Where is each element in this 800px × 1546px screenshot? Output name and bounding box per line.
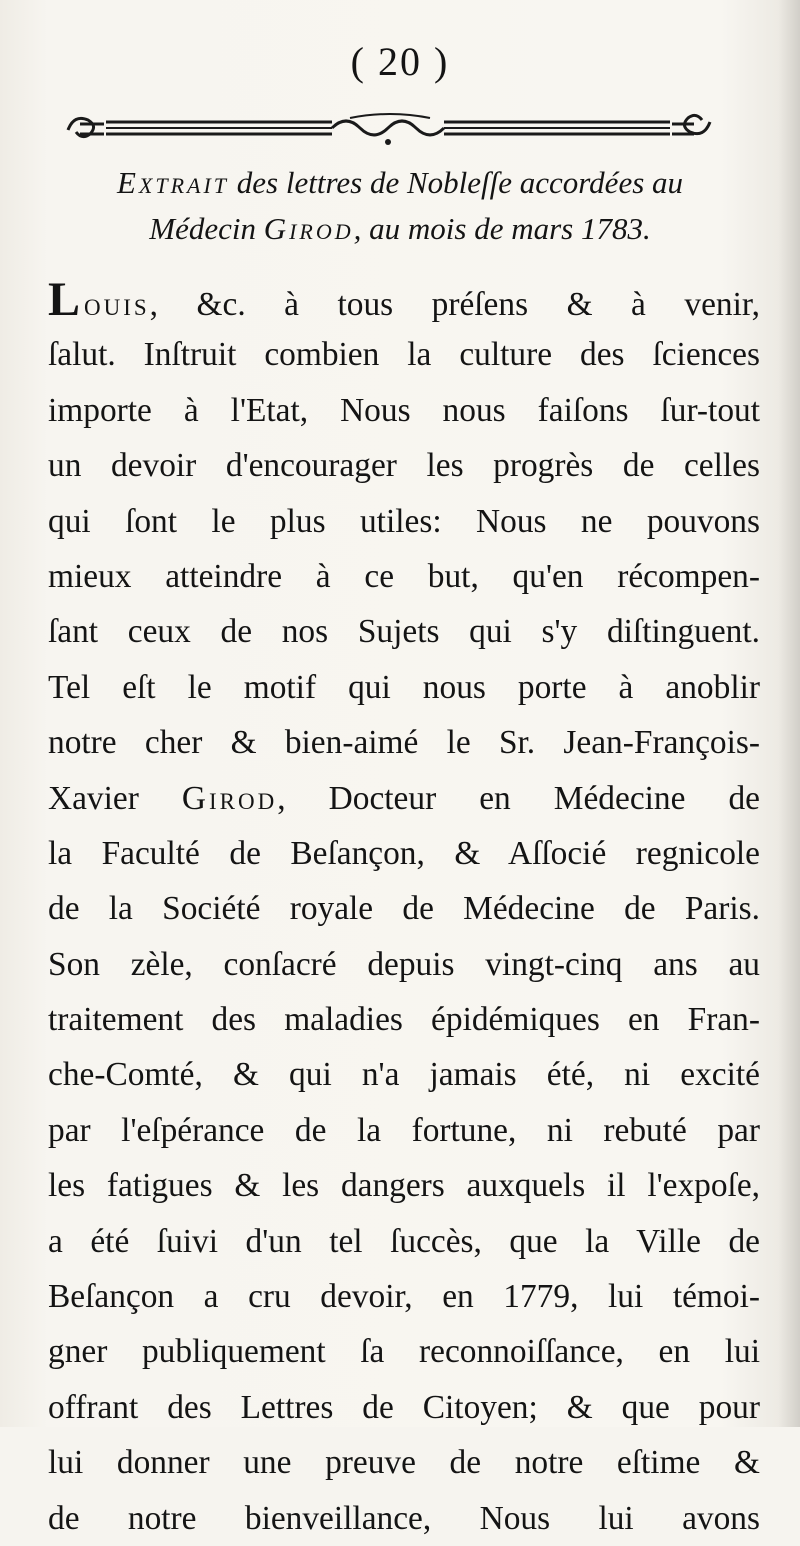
body-line-girod	[48, 771, 760, 826]
body-line: Son zèle, conſacré depuis vingt-cinq ans au	[48, 945, 760, 983]
body-line: par l'eſpérance de la fortune, ni rebuté par	[48, 1111, 760, 1149]
body-line: che-Comté, & qui n'a jamais été, ni excité	[48, 1056, 760, 1094]
body-line: Beſançon a cru devoir, en 1779, lui témoi-	[48, 1278, 760, 1316]
body-line: ſalut. Inſtruit combien la culture des ſciences	[48, 336, 760, 374]
body-line: a été ſuivi d'un tel ſuccès, que la Ville de	[48, 1222, 760, 1260]
body-line: gner publiquement ſa reconnoiſſance, en lui	[48, 1333, 760, 1371]
heading-line-2	[40, 206, 760, 252]
body-line: offrant des Lettres de Citoyen; & que pour	[48, 1388, 760, 1426]
body-line: un devoir d'encourager les progrès de celles	[48, 447, 760, 485]
body-line: traitement des maladies épidémiques en Fran-	[48, 1001, 760, 1039]
body-line: la Faculté de Beſançon, & Aſſocié regnicole	[48, 834, 760, 872]
body-docteur: , Docteur en Médecine de	[277, 779, 760, 817]
body-line: importe à l'Etat, Nous nous faiſons ſur-tout	[48, 391, 760, 429]
body-line: ſant ceux de nos Sujets qui s'y diſtinguent.	[48, 613, 760, 651]
heading-extrait: Extrait	[116, 165, 230, 200]
heading-girod: Girod	[263, 211, 354, 246]
ornamental-rule	[60, 104, 720, 148]
body-line: de la Société royale de Médecine de Paris.	[48, 890, 760, 928]
body-line: lui donner une preuve de notre eſtime &	[48, 1444, 760, 1482]
body-line-1-text: , &c. à tous préſens & à venir,	[149, 286, 760, 323]
heading-line-1	[40, 160, 760, 206]
heading-date: , au mois de mars 1783.	[353, 211, 651, 246]
body-xavier: Xavier	[48, 779, 182, 817]
body-girod: Girod	[181, 779, 278, 817]
body-line: mieux atteindre à ce but, qu'en récompen-	[48, 557, 760, 595]
body-louis: ouis	[84, 286, 150, 323]
body-line: les fatigues & les dangers auxquels il l'expoſe,	[48, 1167, 760, 1205]
body-line: de notre bienveillance, Nous lui avons	[48, 1499, 760, 1537]
body-line: Tel eſt le motif qui nous porte à anoblir	[48, 668, 760, 706]
page-edge-shadow	[778, 0, 800, 1427]
page-number: ( 20 )	[350, 39, 450, 84]
heading-medecin: Médecin	[149, 211, 264, 246]
heading-line-1-text: des lettres de Nobleſſe accordées au	[229, 165, 684, 200]
body-line: qui ſont le plus utiles: Nous ne pouvons	[48, 502, 760, 540]
letter-body	[48, 272, 760, 1546]
body-line: notre cher & bien-aimé le Sr. Jean-François-	[48, 724, 760, 762]
drop-cap: L	[48, 273, 81, 326]
extract-heading	[40, 160, 760, 252]
body-line-1	[48, 272, 760, 327]
